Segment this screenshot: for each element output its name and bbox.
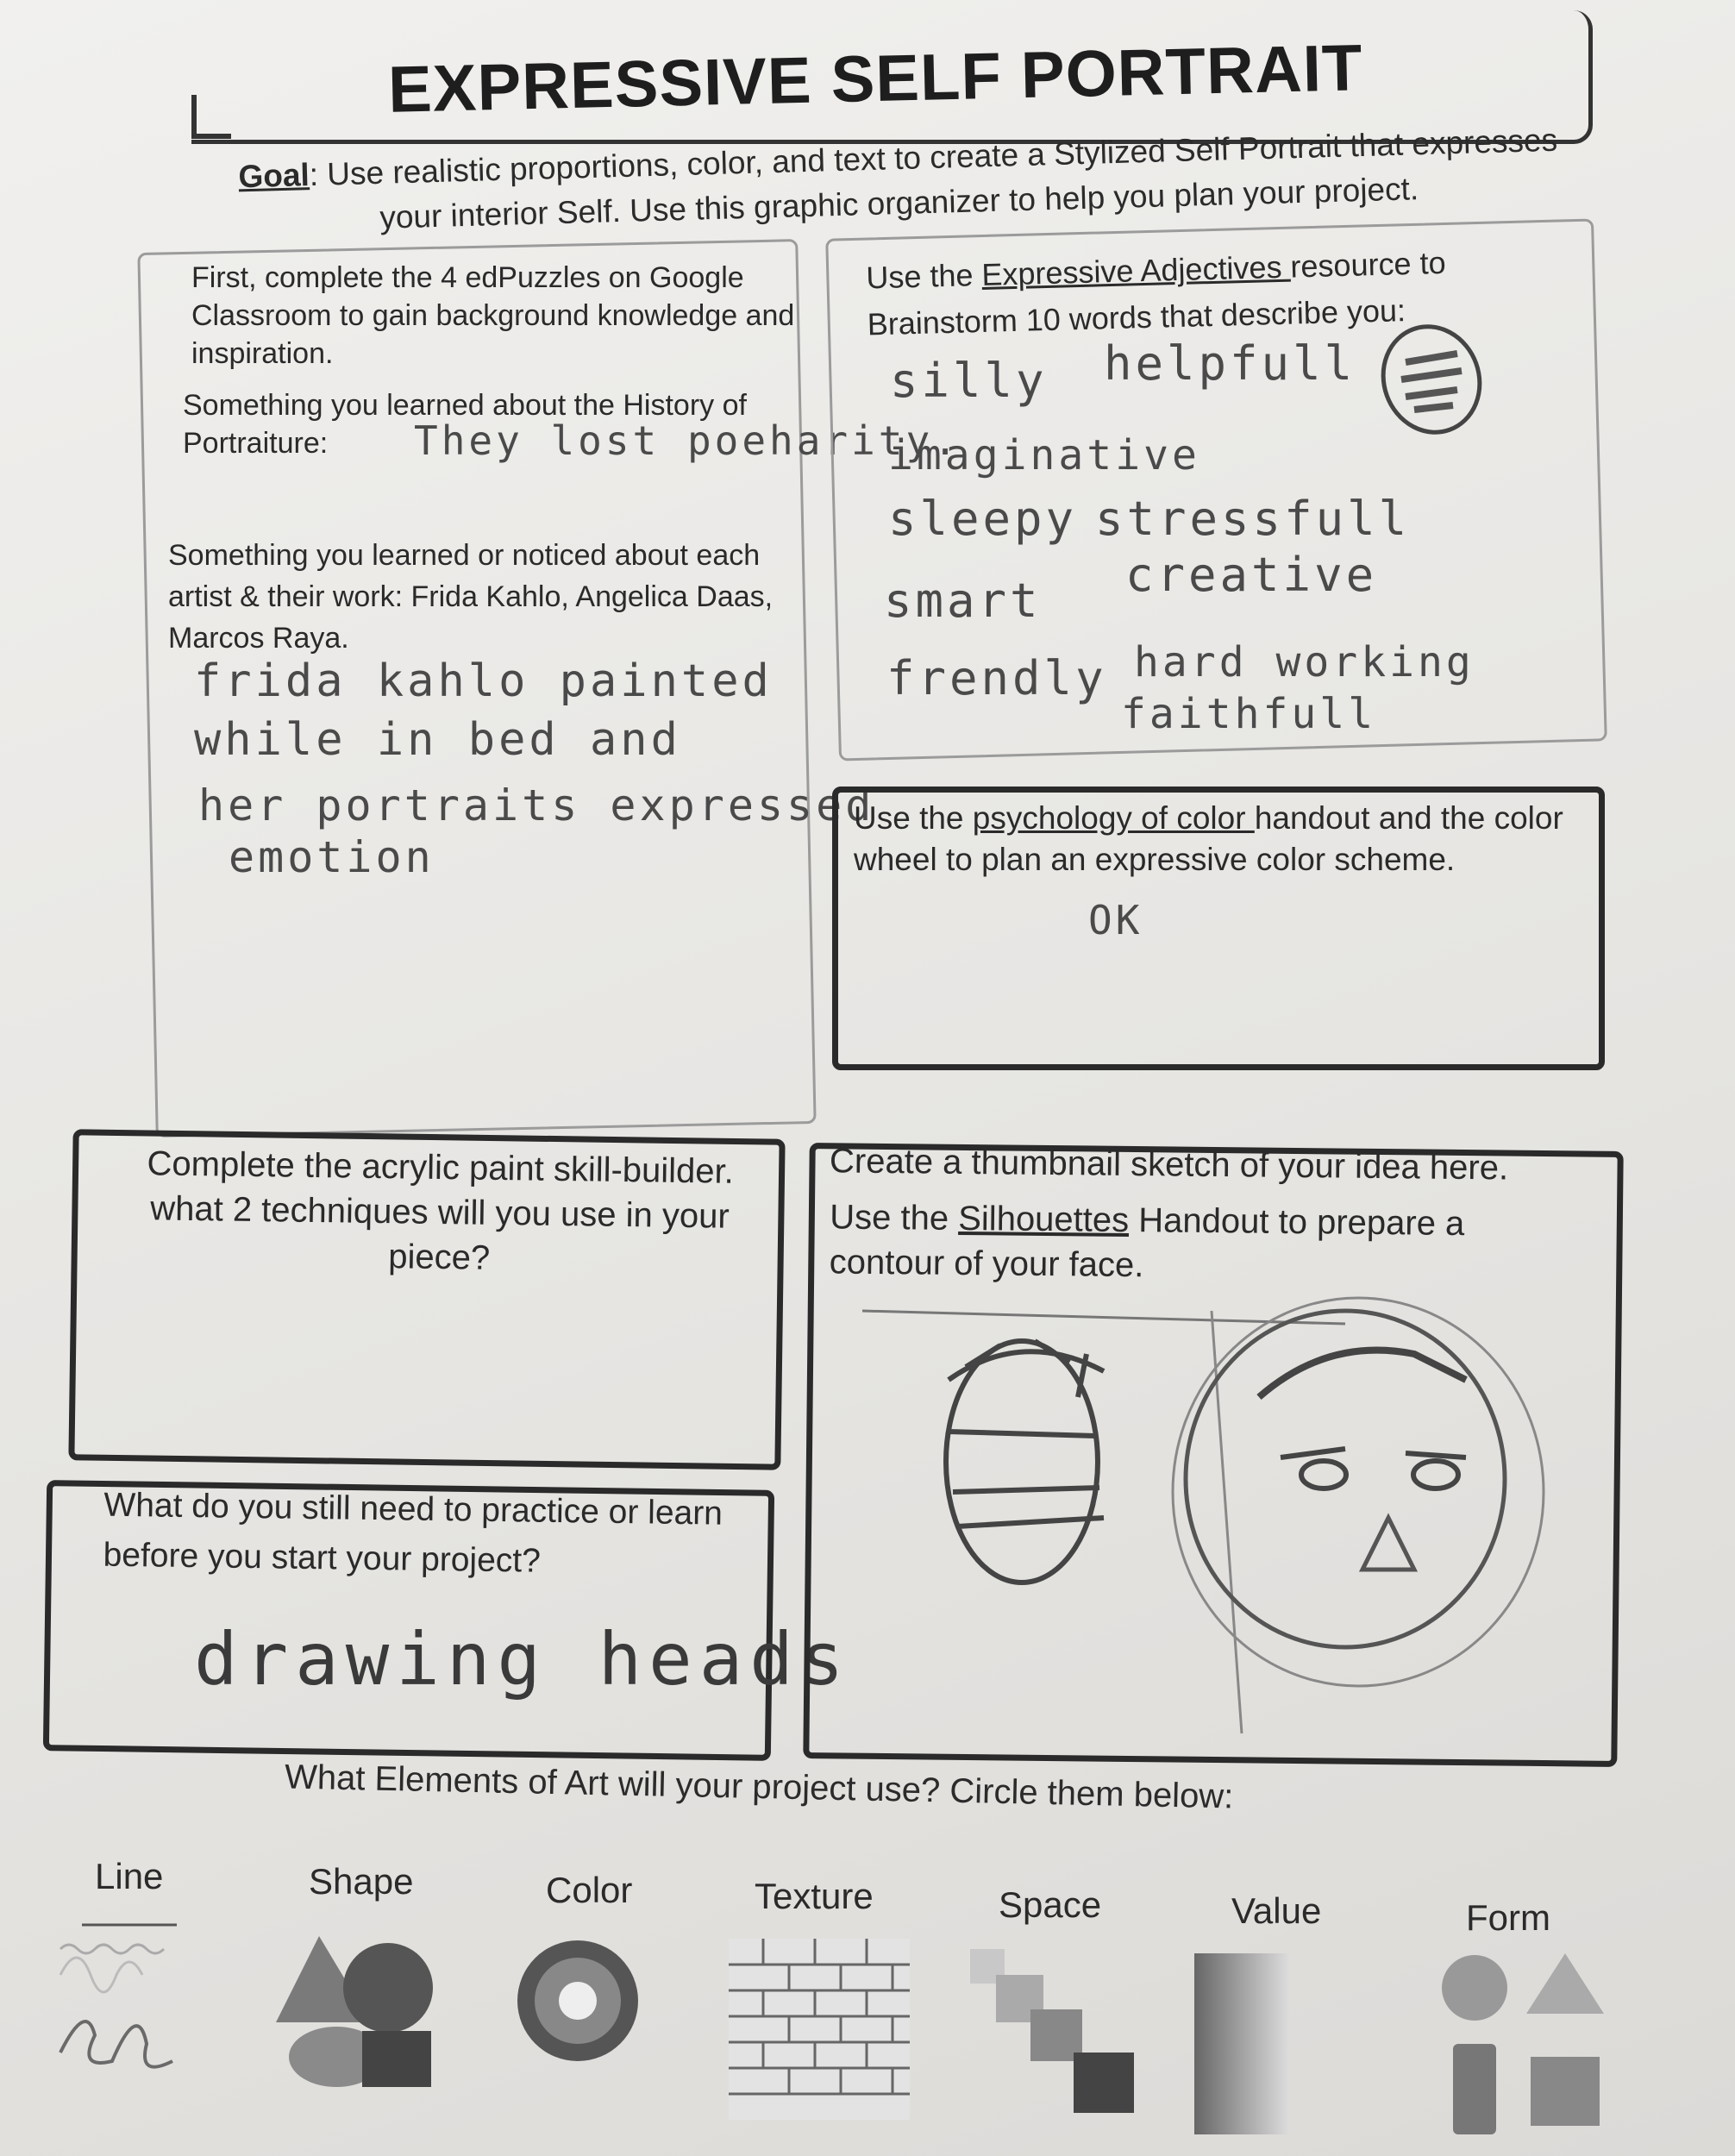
history-answer: They lost poeharity. bbox=[414, 417, 961, 464]
psychology-of-color-link[interactable]: psychology of color bbox=[972, 800, 1255, 836]
adjectives-prompt-post: resource to Brainstorm 10 words that describe you: bbox=[867, 244, 1447, 342]
color-scheme-prompt bbox=[854, 798, 1587, 881]
adjective-word-right-3: creative bbox=[1125, 548, 1378, 602]
element-label-value[interactable]: Value bbox=[1231, 1890, 1322, 1931]
portrait-thumbnail-sketch bbox=[862, 1294, 1604, 1742]
form-element-icon bbox=[1436, 1949, 1608, 2139]
elements-of-art-question: What Elements of Art will your project use? Circle them below: bbox=[284, 1758, 1234, 1816]
adjective-word-left-3: sleepy bbox=[888, 492, 1078, 546]
element-label-space[interactable]: Space bbox=[999, 1884, 1102, 1925]
texture-element-icon bbox=[729, 1939, 910, 2120]
silhouettes-prompt-post: Handout to prepare a contour of your face. bbox=[829, 1201, 1465, 1285]
color-element-icon bbox=[513, 1936, 642, 2065]
value-element-icon bbox=[1194, 1953, 1289, 2134]
adjective-word-right-1: helpfull bbox=[1104, 336, 1356, 391]
history-prompt: Something you learned about the History of Portraiture: bbox=[183, 389, 747, 460]
adjectives-prompt-pre: Use the bbox=[865, 256, 982, 296]
adjective-word-left-1: silly bbox=[890, 354, 1048, 408]
page-title: EXPRESSIVE SELF PORTRAIT bbox=[387, 31, 1364, 127]
space-element-icon bbox=[970, 1949, 1143, 2122]
silhouettes-prompt-pre: Use the bbox=[830, 1198, 959, 1238]
practice-needs-answer: drawing heads bbox=[194, 1617, 851, 1702]
expressive-adjectives-link[interactable]: Expressive Adjectives bbox=[980, 248, 1292, 292]
adjective-word-left-2: imaginative bbox=[888, 431, 1200, 479]
shape-element-icon bbox=[276, 1927, 448, 2091]
edpuzzle-instructions: First, complete the 4 edPuzzles on Google Classroom to gain background knowledge and inspiration. bbox=[191, 261, 795, 370]
adjective-word-left-4: smart bbox=[884, 573, 1042, 628]
adjective-word-left-5: frendly bbox=[886, 651, 1107, 705]
scribbled-out-word-icon bbox=[1371, 310, 1492, 440]
title-banner-corner bbox=[191, 95, 231, 139]
color-prompt-pre: Use the bbox=[854, 800, 973, 836]
adjective-word-right-4: hard working bbox=[1134, 638, 1475, 686]
acrylic-techniques-prompt: Complete the acrylic paint skill-builder. what 2 techniques will you use in your piece? bbox=[147, 1144, 735, 1277]
color-prompt-post: handout and the color wheel to plan an expressive color scheme. bbox=[854, 800, 1563, 877]
element-label-texture[interactable]: Texture bbox=[755, 1876, 874, 1916]
artist-answer-line-4: emotion bbox=[229, 832, 435, 882]
element-label-line[interactable]: Line bbox=[95, 1856, 164, 1896]
practice-needs-prompt: What do you still need to practice or learn before you start your project? bbox=[103, 1486, 723, 1580]
color-scheme-answer: OK bbox=[1088, 897, 1143, 943]
artist-answer-line-2: while in bed and bbox=[194, 714, 681, 766]
line-element-icon bbox=[52, 1915, 190, 2078]
silhouettes-link[interactable]: Silhouettes bbox=[958, 1199, 1130, 1240]
artist-prompt: Something you learned or noticed about each artist & their work: Frida Kahlo, Angelica Daas, Marcos Raya. bbox=[168, 539, 774, 655]
goal-text: : Use realistic proportions, color, and text to create a Stylized Self Portrait that expresses your interior Self. Use this graphic organizer to help you plan your project. bbox=[309, 122, 1558, 235]
adjective-word-right-2: stressfull bbox=[1095, 492, 1411, 546]
element-label-form[interactable]: Form bbox=[1466, 1897, 1550, 1938]
element-label-shape[interactable]: Shape bbox=[309, 1861, 414, 1902]
goal-label: Goal bbox=[237, 157, 310, 195]
element-label-color[interactable]: Color bbox=[546, 1870, 633, 1910]
thumbnail-prompt-line-2 bbox=[829, 1194, 1588, 1292]
artist-answer-line-3: her portraits expressed bbox=[198, 780, 875, 830]
artist-answer-line-1: frida kahlo painted bbox=[194, 655, 773, 707]
thumbnail-prompt-line-1: Create a thumbnail sketch of your idea here. bbox=[829, 1142, 1509, 1188]
adjective-word-right-5: faithfull bbox=[1121, 690, 1377, 738]
